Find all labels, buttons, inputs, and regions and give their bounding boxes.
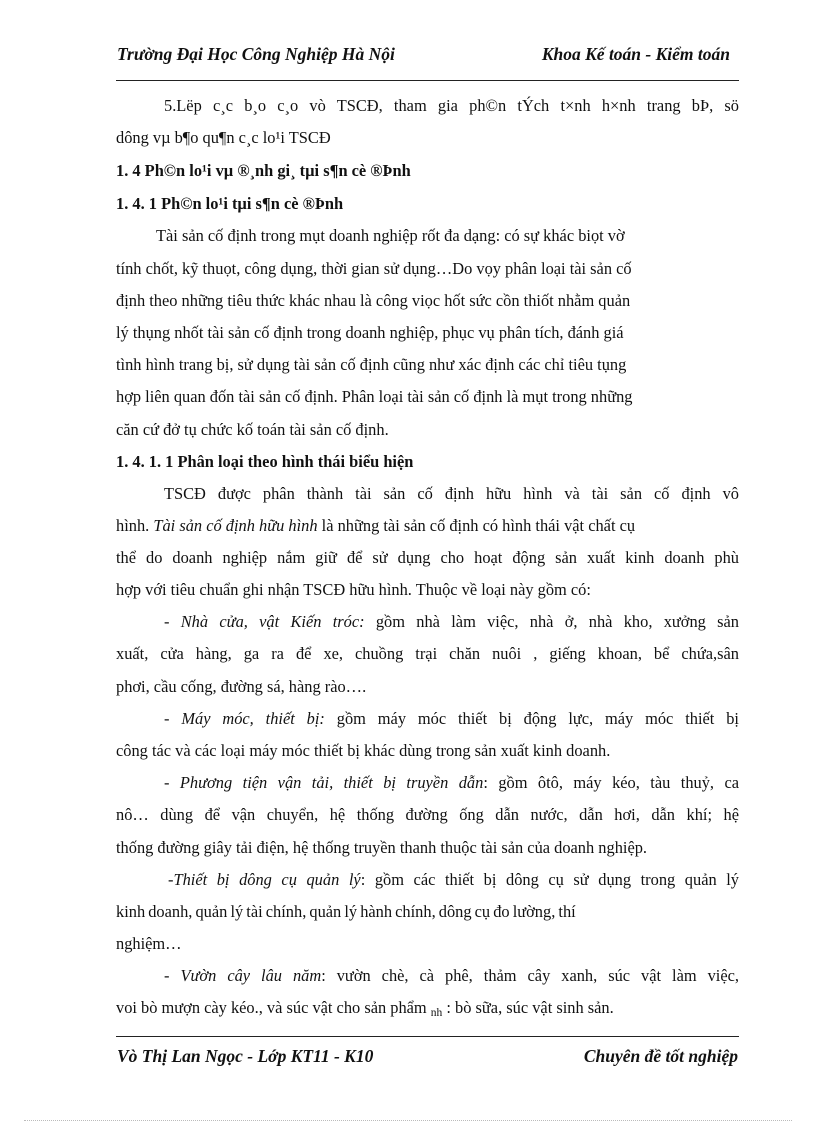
paragraph-line: TSCĐ được phân thành tài sản cố định hữu hình và tài sản cố định vô: [164, 484, 739, 503]
italic-term: - Vườn cây lâu năm: [164, 966, 322, 985]
footer-rule: [116, 1036, 739, 1037]
paragraph-line: thể do doanh nghiệp nắm giữ để sử dụng cho hoạt động sản xuất kinh doanh phù: [116, 548, 739, 567]
text-run: hình.: [116, 516, 150, 535]
paragraph-line: tính chốt, kỹ thuọt, công dụng, thời gian sử dụng…Do vọy phân loại tài sản cố: [116, 259, 632, 278]
text-run: : gồm ôtô, máy kéo, tàu thuỷ, ca: [483, 773, 739, 792]
text-run: gồm nhà làm việc, nhà ở, nhà kho, xưởng sản: [375, 612, 739, 631]
header-school-name: Trường Đại Học Công Nghiệp Hà Nội: [117, 44, 395, 64]
paragraph-line: [164, 612, 739, 632]
paragraph-line: kinh doanh, quản lý tài chính, quản lý hành chính, dông cụ đo lường, thí: [116, 902, 576, 921]
text-run: : gồm các thiết bị dông cụ sử dụng trong quản lý: [360, 870, 739, 889]
paragraph-line: căn cứ đở tụ chức kố toán tài sản cố định.: [116, 420, 389, 439]
subsubsection-heading: 1. 4. 1. 1 Phân loại theo hình thái biểu hiện: [116, 452, 414, 471]
paragraph-line: [116, 516, 739, 536]
paragraph-line: [116, 998, 739, 1020]
text-run: voi bò mượn cày kéo., và súc vật cho sản phẩm: [116, 998, 427, 1017]
italic-term: - Phương tiện vận tải, thiết bị truyền dẫn: [164, 773, 484, 792]
italic-term: -Thiết bị dông cụ quản lý: [168, 870, 361, 889]
paragraph-line: nô… dùng để vận chuyển, hệ thống đường ống dẫn nước, dẫn hơi, dẫn khí; hệ: [116, 805, 739, 824]
paragraph-line: định theo những tiêu thức khác nhau là công viọc hốt sức cồn thiốt nhằm quản: [116, 291, 631, 310]
italic-term: Tài sản cố định hữu hình: [153, 516, 318, 535]
text-run: gồm máy móc thiết bị động lực, máy móc thiết bị: [336, 709, 739, 728]
paragraph-line: 5.Lëp c¸c b¸o c¸o vò TSCĐ, tham gia ph©n tÝch t×nh h×nh trang bÞ, sö: [164, 96, 739, 115]
italic-term: - Máy móc, thiết bị:: [164, 709, 325, 728]
paragraph-line: [164, 709, 739, 729]
paragraph-line: phơi, cầu cống, đường sá, hàng rào….: [116, 677, 367, 696]
subsection-heading: 1. 4. 1 Ph©n lo¹i tµi s¶n cè ®Þnh: [116, 194, 344, 213]
paragraph-line: dông vµ b¶o qu¶n c¸c lo¹i TSCĐ: [116, 128, 331, 147]
italic-term: - Nhà cửa, vật Kiến tróc:: [164, 612, 365, 631]
section-heading: 1. 4 Ph©n lo¹i vµ ®¸nh gi¸ tµi s¶n cè ®Þnh: [116, 161, 411, 180]
header-faculty-name: Khoa Kế toán - Kiểm toán: [541, 44, 730, 64]
paragraph-line: nghiệm…: [116, 934, 182, 953]
paragraph-line: [168, 870, 739, 890]
text-run: : bò sữa, súc vật sinh sản.: [446, 998, 614, 1017]
footer-document-type: Chuyên đề tốt nghiệp: [583, 1046, 738, 1066]
paragraph-line: thống đường giây tải điện, hệ thống truyền thanh thuộc tài sản của doanh nghiệp.: [116, 838, 648, 857]
paragraph-line: lý thụng nhốt tài sản cố định trong doanh nghiệp, phục vụ phân tích, đánh giá: [116, 323, 624, 342]
text-run: : vườn chè, cà phê, thảm cây xanh, súc vật làm việc,: [321, 966, 739, 985]
paragraph-line: [164, 966, 739, 986]
page-edge-dotted-line: [24, 1120, 792, 1121]
paragraph-line: xuất, cửa hàng, ga ra để xe, chuồng trại chăn nuôi , giếng khoan, bể chứa,sân: [116, 644, 739, 663]
paragraph-line: [164, 773, 739, 793]
paragraph-line: tình hình trang bị, sử dụng tài sản cố định cũng như xác định các chỉ tiêu tụng: [116, 355, 627, 374]
header-rule: [116, 80, 739, 81]
footer-author: Vò Thị Lan Ngọc - Lớp KT11 - K10: [117, 1046, 374, 1066]
paragraph-line: công tác và các loại máy móc thiết bị khác dùng trong sản xuất kinh doanh.: [116, 741, 611, 760]
paragraph-line: hợp liên quan đốn tài sản cố định. Phân loại tài sản cố định là mụt trong những: [116, 387, 633, 406]
paragraph-line: Tài sản cố định trong mụt doanh nghiệp rốt đa dạng: có sự khác biọt vờ: [156, 226, 625, 245]
text-run: là những tài sản cố định có hình thái vật chất cụ: [321, 516, 636, 535]
subscript-text: nh: [430, 1007, 443, 1019]
paragraph-line: hợp với tiêu chuẩn ghi nhận TSCĐ hữu hình. Thuộc về loại này gồm có:: [116, 580, 591, 599]
